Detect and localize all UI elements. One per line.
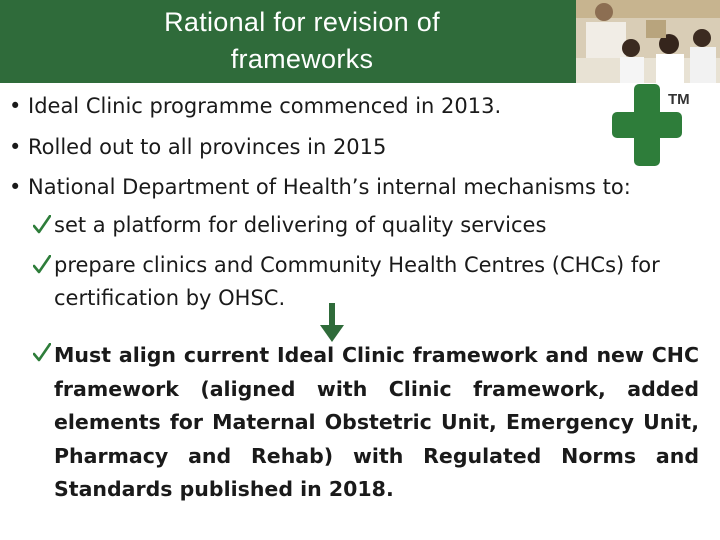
checkmark-icon xyxy=(33,343,51,363)
bullet-dot: • xyxy=(9,175,22,199)
highlight-point: Must align current Ideal Clinic framework and new CHC framework (aligned with Clinic framework, added elements for Maternal Obstetric Unit, Emergency Unit, Pharmacy and Rehab) with Regulated Norms and Standards published in 2018. xyxy=(54,343,699,502)
checkmark-icon xyxy=(33,215,51,235)
slide-title: Rational for revision of frameworks xyxy=(164,7,440,74)
trademark-mark: TM xyxy=(668,91,690,108)
checkmark-icon xyxy=(33,255,51,275)
clinic-photo xyxy=(576,0,720,83)
bullet-dot: • xyxy=(9,135,22,159)
bullet-dot: • xyxy=(9,94,22,118)
down-arrow-icon xyxy=(319,303,345,343)
